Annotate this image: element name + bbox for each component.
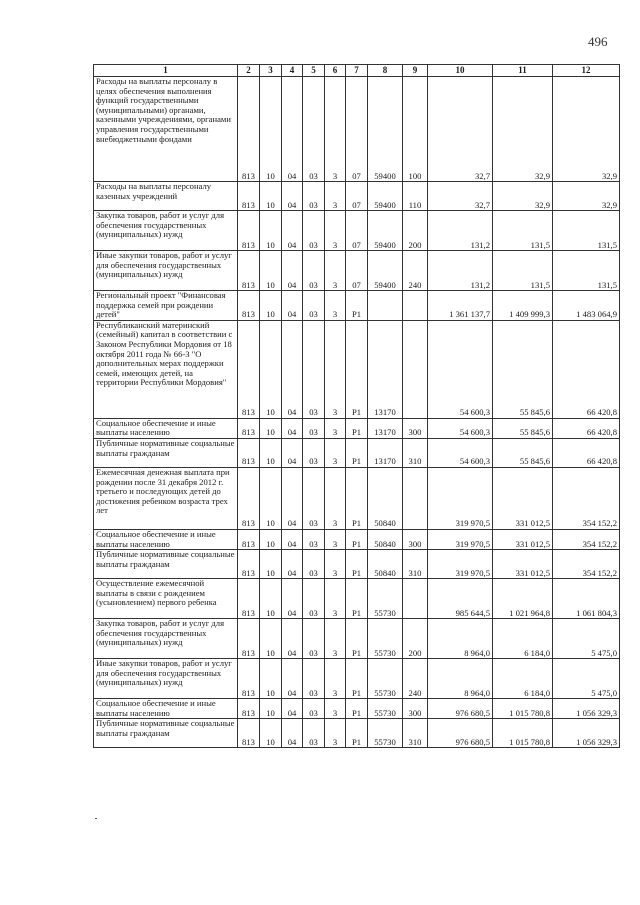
row-gov-code: 813	[238, 550, 260, 579]
row-amount-year3: 131,5	[553, 211, 620, 251]
row-direction: 59400	[368, 182, 403, 211]
row-direction	[368, 291, 403, 321]
row-section: 10	[260, 291, 282, 321]
page-number: 496	[588, 34, 608, 49]
row-amount-year1: 131,2	[428, 251, 493, 291]
row-name: Социальное обеспечение и иные выплаты населению	[94, 418, 238, 438]
row-amount-year3: 5 475,0	[553, 619, 620, 659]
row-amount-year3: 1 483 064,9	[553, 291, 620, 321]
row-program: 03	[303, 182, 325, 211]
row-amount-year2: 331 012,5	[493, 467, 553, 529]
row-gov-code: 813	[238, 699, 260, 719]
row-section: 10	[260, 467, 282, 529]
row-gov-code: 813	[238, 529, 260, 549]
row-project: P1	[346, 699, 368, 719]
row-subprogram: 3	[325, 418, 346, 438]
row-program: 03	[303, 211, 325, 251]
row-expense-type: 200	[403, 211, 428, 251]
row-amount-year2: 55 845,6	[493, 438, 553, 467]
row-project: P1	[346, 438, 368, 467]
row-subprogram: 3	[325, 251, 346, 291]
row-subprogram: 3	[325, 550, 346, 579]
row-direction: 13170	[368, 418, 403, 438]
row-project: P1	[346, 719, 368, 748]
row-direction: 50840	[368, 467, 403, 529]
col-header-10: 10	[428, 65, 493, 77]
table-row	[94, 251, 620, 291]
row-project: P1	[346, 659, 368, 699]
col-header-3: 3	[260, 65, 282, 77]
row-amount-year1: 985 644,5	[428, 579, 493, 619]
row-expense-type	[403, 467, 428, 529]
row-name: Осуществление ежемесячной выплаты в связи с рождением (усыновлением) первого ребенка	[94, 579, 238, 619]
row-amount-year3: 354 152,2	[553, 529, 620, 549]
row-subsection: 04	[282, 529, 303, 549]
row-expense-type: 110	[403, 182, 428, 211]
table-row	[94, 579, 620, 619]
table-row	[94, 291, 620, 321]
row-name: Публичные нормативные социальные выплаты гражданам	[94, 719, 238, 748]
row-subsection: 04	[282, 438, 303, 467]
row-subprogram: 3	[325, 699, 346, 719]
col-header-6: 6	[325, 65, 346, 77]
row-amount-year2: 331 012,5	[493, 550, 553, 579]
row-amount-year2: 6 184,0	[493, 619, 553, 659]
row-amount-year1: 131,2	[428, 211, 493, 251]
row-subprogram: 3	[325, 659, 346, 699]
row-expense-type: 310	[403, 438, 428, 467]
row-subsection: 04	[282, 77, 303, 182]
row-name: Расходы на выплаты персоналу казенных учреждений	[94, 182, 238, 211]
row-amount-year3: 32,9	[553, 77, 620, 182]
row-gov-code: 813	[238, 182, 260, 211]
row-project: P1	[346, 467, 368, 529]
row-amount-year2: 1 015 780,8	[493, 719, 553, 748]
row-program: 03	[303, 291, 325, 321]
row-subprogram: 3	[325, 320, 346, 418]
row-gov-code: 813	[238, 77, 260, 182]
row-gov-code: 813	[238, 719, 260, 748]
row-section: 10	[260, 320, 282, 418]
row-section: 10	[260, 619, 282, 659]
row-name: Публичные нормативные социальные выплаты гражданам	[94, 550, 238, 579]
row-expense-type: 310	[403, 550, 428, 579]
row-expense-type	[403, 320, 428, 418]
row-amount-year1: 976 680,5	[428, 699, 493, 719]
row-expense-type: 240	[403, 659, 428, 699]
row-expense-type: 300	[403, 699, 428, 719]
row-subsection: 04	[282, 467, 303, 529]
table-row	[94, 211, 620, 251]
row-program: 03	[303, 467, 325, 529]
row-subprogram: 3	[325, 291, 346, 321]
row-program: 03	[303, 251, 325, 291]
row-name: Региональный проект "Финансовая поддержка семей при рождении детей"	[94, 291, 238, 321]
row-project: 07	[346, 77, 368, 182]
row-expense-type: 100	[403, 77, 428, 182]
row-subprogram: 3	[325, 182, 346, 211]
col-header-8: 8	[368, 65, 403, 77]
row-subprogram: 3	[325, 438, 346, 467]
row-subsection: 04	[282, 418, 303, 438]
row-section: 10	[260, 182, 282, 211]
row-subsection: 04	[282, 579, 303, 619]
col-header-4: 4	[282, 65, 303, 77]
row-amount-year2: 6 184,0	[493, 659, 553, 699]
row-amount-year2: 331 012,5	[493, 529, 553, 549]
col-header-5: 5	[303, 65, 325, 77]
row-program: 03	[303, 320, 325, 418]
row-amount-year3: 354 152,2	[553, 550, 620, 579]
col-header-12: 12	[553, 65, 620, 77]
row-amount-year2: 1 015 780,8	[493, 699, 553, 719]
table-row	[94, 320, 620, 418]
row-subsection: 04	[282, 699, 303, 719]
row-name: Социальное обеспечение и иные выплаты населению	[94, 529, 238, 549]
row-section: 10	[260, 77, 282, 182]
row-gov-code: 813	[238, 659, 260, 699]
row-expense-type: 300	[403, 418, 428, 438]
row-direction: 50840	[368, 550, 403, 579]
table-row	[94, 550, 620, 579]
row-section: 10	[260, 550, 282, 579]
row-name: Закупка товаров, работ и услуг для обеспечения государственных (муниципальных) нужд	[94, 619, 238, 659]
row-amount-year1: 8 964,0	[428, 619, 493, 659]
row-subsection: 04	[282, 182, 303, 211]
row-subprogram: 3	[325, 719, 346, 748]
row-amount-year2: 32,9	[493, 182, 553, 211]
row-section: 10	[260, 529, 282, 549]
row-name: Иные закупки товаров, работ и услуг для обеспечения государственных (муниципальных) нужд	[94, 251, 238, 291]
row-amount-year2: 1 409 999,3	[493, 291, 553, 321]
row-gov-code: 813	[238, 320, 260, 418]
table-row	[94, 438, 620, 467]
row-expense-type: 310	[403, 719, 428, 748]
row-direction: 13170	[368, 438, 403, 467]
row-program: 03	[303, 418, 325, 438]
row-subsection: 04	[282, 619, 303, 659]
row-amount-year1: 1 361 137,7	[428, 291, 493, 321]
row-section: 10	[260, 719, 282, 748]
row-program: 03	[303, 529, 325, 549]
row-amount-year3: 131,5	[553, 251, 620, 291]
row-amount-year1: 54 600,3	[428, 418, 493, 438]
row-project: P1	[346, 579, 368, 619]
row-gov-code: 813	[238, 619, 260, 659]
table-row	[94, 719, 620, 748]
row-amount-year1: 319 970,5	[428, 467, 493, 529]
row-gov-code: 813	[238, 291, 260, 321]
row-expense-type: 200	[403, 619, 428, 659]
row-direction: 59400	[368, 251, 403, 291]
row-amount-year2: 55 845,6	[493, 320, 553, 418]
row-project: P1	[346, 320, 368, 418]
table-row	[94, 619, 620, 659]
row-gov-code: 813	[238, 418, 260, 438]
row-gov-code: 813	[238, 251, 260, 291]
row-amount-year3: 66 420,8	[553, 418, 620, 438]
row-gov-code: 813	[238, 211, 260, 251]
row-project: 07	[346, 251, 368, 291]
row-project: P1	[346, 529, 368, 549]
row-project: P1	[346, 550, 368, 579]
row-amount-year3: 32,9	[553, 182, 620, 211]
row-project: P1	[346, 291, 368, 321]
row-amount-year2: 131,5	[493, 251, 553, 291]
row-name: Расходы на выплаты персоналу в целях обеспечения выполнения функций государственными (муниципальными) органами, казенными учреждениями, органами управления государственными внебюджетными фондами	[94, 77, 238, 182]
row-name: Республиканский материнский (семейный) капитал в соответствии с Законом Республики Мордовия от 18 октября 2011 года № 66-З "О дополнительных мерах поддержки семей, имеющих детей, на территории Республики Мордовия"	[94, 320, 238, 418]
row-program: 03	[303, 699, 325, 719]
row-subsection: 04	[282, 251, 303, 291]
row-program: 03	[303, 719, 325, 748]
table-row	[94, 699, 620, 719]
col-header-7: 7	[346, 65, 368, 77]
row-section: 10	[260, 211, 282, 251]
row-program: 03	[303, 438, 325, 467]
row-section: 10	[260, 418, 282, 438]
table-row	[94, 467, 620, 529]
row-direction: 50840	[368, 529, 403, 549]
row-gov-code: 813	[238, 579, 260, 619]
row-subsection: 04	[282, 291, 303, 321]
row-name: Социальное обеспечение и иные выплаты населению	[94, 699, 238, 719]
row-amount-year1: 976 680,5	[428, 719, 493, 748]
row-amount-year3: 66 420,8	[553, 438, 620, 467]
row-subprogram: 3	[325, 579, 346, 619]
row-direction: 59400	[368, 211, 403, 251]
row-subsection: 04	[282, 550, 303, 579]
row-program: 03	[303, 619, 325, 659]
row-subsection: 04	[282, 211, 303, 251]
table-row	[94, 418, 620, 438]
row-subprogram: 3	[325, 211, 346, 251]
row-amount-year1: 319 970,5	[428, 550, 493, 579]
row-project: 07	[346, 211, 368, 251]
row-subprogram: 3	[325, 467, 346, 529]
table-row	[94, 529, 620, 549]
row-expense-type	[403, 579, 428, 619]
row-amount-year1: 54 600,3	[428, 320, 493, 418]
row-name: Закупка товаров, работ и услуг для обеспечения государственных (муниципальных) нужд	[94, 211, 238, 251]
row-section: 10	[260, 699, 282, 719]
row-amount-year3: 66 420,8	[553, 320, 620, 418]
table-row	[94, 659, 620, 699]
row-amount-year1: 319 970,5	[428, 529, 493, 549]
row-section: 10	[260, 579, 282, 619]
row-program: 03	[303, 550, 325, 579]
scan-mark	[95, 818, 97, 819]
row-name: Ежемесячная денежная выплата при рождении после 31 декабря 2012 г. третьего и последующих детей до достижения ребенком возраста трех лет	[94, 467, 238, 529]
row-amount-year1: 54 600,3	[428, 438, 493, 467]
row-subsection: 04	[282, 320, 303, 418]
row-program: 03	[303, 659, 325, 699]
table-row	[94, 77, 620, 182]
row-amount-year2: 32,9	[493, 77, 553, 182]
row-amount-year2: 1 021 964,8	[493, 579, 553, 619]
row-direction: 55730	[368, 719, 403, 748]
row-amount-year2: 55 845,6	[493, 418, 553, 438]
row-subprogram: 3	[325, 77, 346, 182]
row-direction: 59400	[368, 77, 403, 182]
row-expense-type: 240	[403, 251, 428, 291]
row-project: P1	[346, 418, 368, 438]
row-amount-year3: 1 056 329,3	[553, 719, 620, 748]
row-project: 07	[346, 182, 368, 211]
header-row	[94, 65, 620, 77]
col-header-11: 11	[493, 65, 553, 77]
table-body	[94, 77, 620, 748]
row-program: 03	[303, 77, 325, 182]
table-row	[94, 182, 620, 211]
row-program: 03	[303, 579, 325, 619]
row-gov-code: 813	[238, 438, 260, 467]
col-header-2: 2	[238, 65, 260, 77]
row-section: 10	[260, 251, 282, 291]
row-amount-year1: 32,7	[428, 182, 493, 211]
row-amount-year3: 1 061 804,3	[553, 579, 620, 619]
row-direction: 55730	[368, 699, 403, 719]
row-name: Публичные нормативные социальные выплаты гражданам	[94, 438, 238, 467]
row-amount-year1: 32,7	[428, 77, 493, 182]
row-expense-type: 300	[403, 529, 428, 549]
row-amount-year2: 131,5	[493, 211, 553, 251]
budget-table	[93, 64, 620, 748]
row-subprogram: 3	[325, 529, 346, 549]
row-amount-year3: 5 475,0	[553, 659, 620, 699]
row-subsection: 04	[282, 659, 303, 699]
row-direction: 13170	[368, 320, 403, 418]
row-section: 10	[260, 438, 282, 467]
row-direction: 55730	[368, 619, 403, 659]
row-amount-year3: 1 056 329,3	[553, 699, 620, 719]
row-amount-year1: 8 964,0	[428, 659, 493, 699]
row-expense-type	[403, 291, 428, 321]
row-section: 10	[260, 659, 282, 699]
row-direction: 55730	[368, 579, 403, 619]
row-project: P1	[346, 619, 368, 659]
col-header-9: 9	[403, 65, 428, 77]
row-subprogram: 3	[325, 619, 346, 659]
row-subsection: 04	[282, 719, 303, 748]
row-amount-year3: 354 152,2	[553, 467, 620, 529]
row-gov-code: 813	[238, 467, 260, 529]
row-direction: 55730	[368, 659, 403, 699]
col-header-1: 1	[94, 65, 238, 77]
row-name: Иные закупки товаров, работ и услуг для обеспечения государственных (муниципальных) нужд	[94, 659, 238, 699]
